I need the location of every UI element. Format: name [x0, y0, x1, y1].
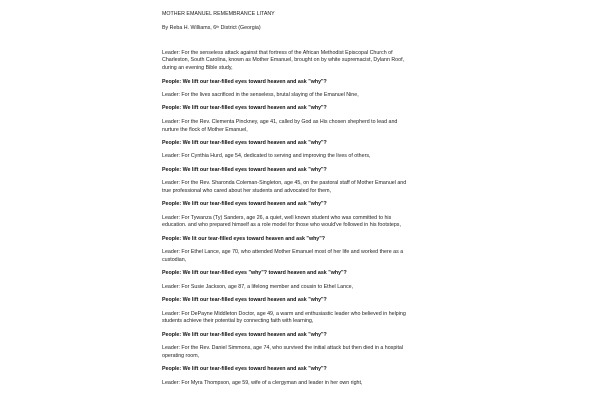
text-line: Leader: For the Rev. Daniel Simmons, age 74, who survived the initial attack but then died in a hospital: [162, 345, 404, 352]
people-response: [162, 167, 452, 175]
litany-body: [162, 50, 452, 388]
text-line: Leader: For the Rev. Sharonda Coleman-Singleton, age 45, on the pastoral staff of Mother Emanuel and: [162, 180, 407, 187]
text-line: custodian,: [162, 257, 187, 264]
leader-line: [162, 180, 452, 196]
people-response: [162, 105, 452, 113]
text-line: Leader: For the Rev. Clementa Pinckney, age 41, called by God as His chosen shepherd to lead and: [162, 118, 398, 125]
text-line: Leader: For Myra Thompson, age 59, wife of a clergyman and leader in her own right,: [162, 379, 363, 386]
leader-line: [162, 311, 452, 327]
leader-line: [162, 119, 452, 135]
leader-line: [162, 284, 452, 292]
leader-line: [162, 249, 452, 265]
people-response: [162, 201, 452, 209]
text-line: Leader: For the senseless attack against that fortress of the African Methodist Episcopal Church of: [162, 49, 393, 56]
people-response: [162, 297, 452, 305]
text-line: true professional who cared about her students and advocated for them,: [162, 187, 332, 194]
text-line: People: We lift our tear-filled eyes toward heaven and ask "why"?: [162, 331, 327, 338]
text-line: People: We lift our tear-filled eyes toward heaven and ask "why"?: [162, 366, 327, 373]
text-line: People: We lit our tear-filled eyes toward heaven and ask "why"?: [162, 235, 325, 242]
text-line: nurture the flock of Mother Emanuel,: [162, 126, 248, 133]
text-line: People: We lift our tear-filled eyes toward heaven and ask "why"?: [162, 78, 327, 85]
leader-line: [162, 92, 452, 100]
text-line: Leader: For the lives sacrificed in the senseless, brutal slaying of the Emanuel Nine,: [162, 91, 359, 98]
text-line: People: We lift our tear-filled eyes toward heaven and ask "why"?: [162, 297, 327, 304]
text-line: People: We lift our tear-filled eyes toward heaven and ask "why"?: [162, 166, 327, 173]
text-line: education. and who prepared himself as a role model for those who would've followed in his footsteps,: [162, 222, 401, 229]
people-response: [162, 270, 452, 278]
text-line: Leader: For Cynthia Hurd, age 54, dedicated to serving and improving the lives of others,: [162, 153, 371, 160]
text-line: during an evening Bible study,: [162, 65, 233, 72]
document-page: [162, 11, 452, 393]
leader-line: [162, 380, 452, 388]
leader-line: [162, 215, 452, 231]
document-title: MOTHER EMANUEL REMEMBRANCE LITANY: [162, 11, 275, 17]
text-line: Leader: For Tywanza (Ty) Sanders, age 26, a quiet, well known student who was committed to his: [162, 214, 392, 221]
byline-name: By Reba H. Williams, 6: [162, 24, 217, 31]
leader-line: [162, 345, 452, 361]
people-response: [162, 140, 452, 148]
text-line: People: We lift our tear-filled eyes toward heaven and ask "why"?: [162, 105, 327, 112]
text-line: People: We lift our tear-filled eyes toward heaven and ask "why"?: [162, 139, 327, 146]
text-line: Charleston, South Carolina, known as Mother Emanuel, brought on by white supremacist, Dylann Roof,: [162, 57, 405, 64]
people-response: [162, 332, 452, 340]
text-line: Leader: For Susie Jackson, age 87, a lifelong member and cousin to Ethel Lance,: [162, 283, 354, 290]
text-line: Leader: For Ethel Lance, age 70, who attended Mother Emanuel most of her life and worked there as a: [162, 249, 404, 256]
byline-ordinal: th: [216, 24, 220, 29]
leader-line: [162, 50, 452, 73]
people-response: [162, 366, 452, 374]
byline-district: District (Georgia): [219, 24, 261, 31]
text-line: Leader: For DePayne Middleton Doctor, age 49, a warm and enthusiastic leader who believed in helping: [162, 310, 406, 317]
leader-line: [162, 153, 452, 161]
people-response: [162, 236, 452, 244]
text-line: People: We lift our tear-filled eyes toward heaven and ask "why"?: [162, 201, 327, 208]
people-response: [162, 79, 452, 87]
byline: [162, 25, 452, 33]
text-line: People: We lift our tear-filled eyes "why"? toward heaven and ask "why"?: [162, 270, 347, 277]
text-line: students achieve their potential by connecting faith with learning,: [162, 318, 314, 325]
text-line: operating room,: [162, 353, 200, 359]
